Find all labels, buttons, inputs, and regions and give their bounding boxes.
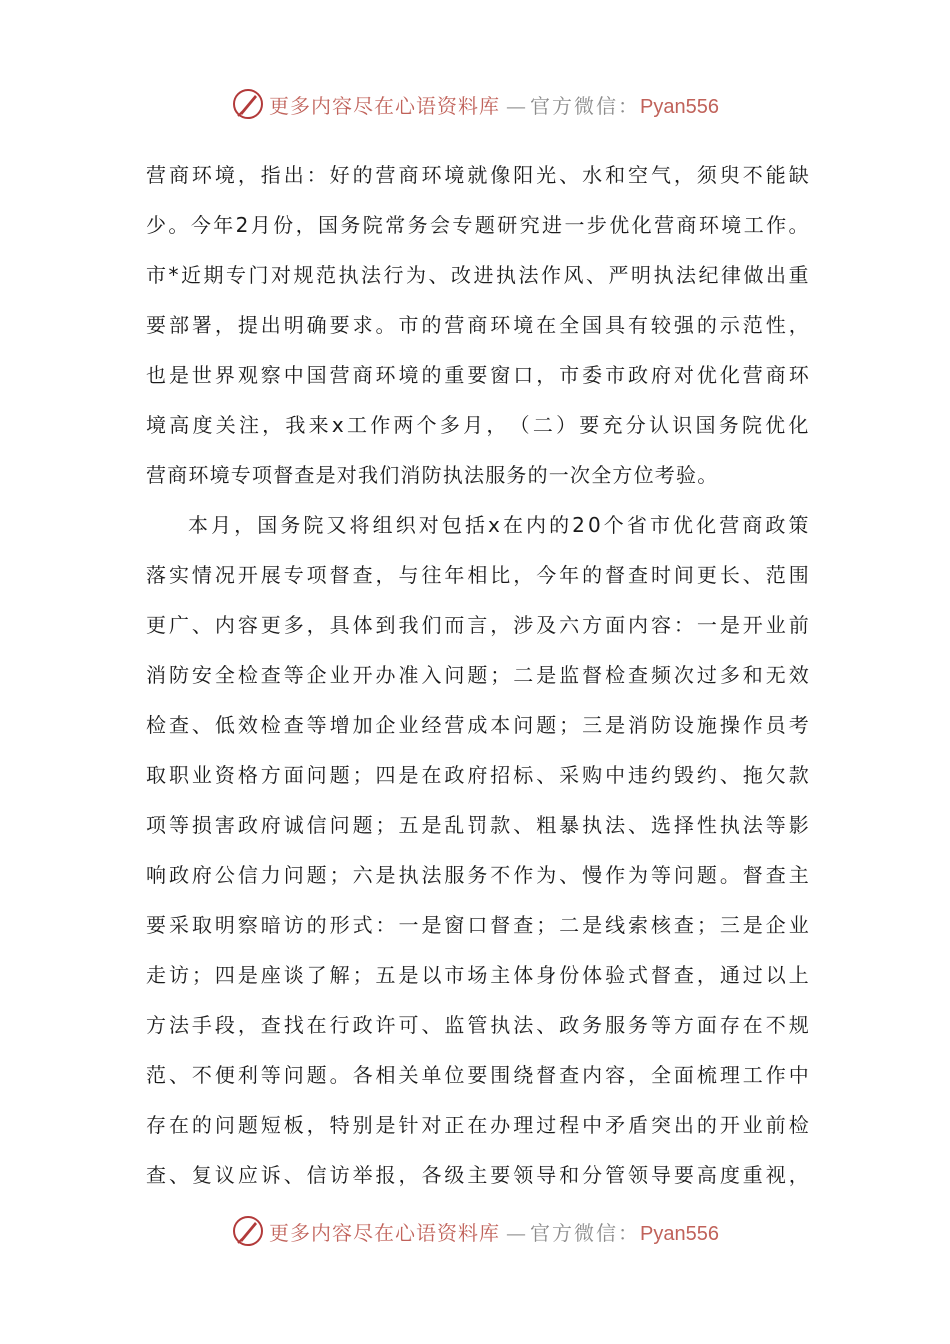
banner-dash: — [506, 93, 525, 118]
text-line: 存 在 的 问 题 短 板 ， 特 别 是 针 对 正 在 办 理 过 程 中 矛 盾 突 出 的 开 业 前 检 [146, 1113, 810, 1137]
header-banner [0, 84, 950, 124]
text-line: 营 商 环 境 ， 指 出 ： 好 的 营 商 环 境 就 像 阳 光 、 水 和 空 气 ， 须 臾 不 能 缺 [146, 163, 810, 187]
text-line: 查 、 复 议 应 诉 、 信 访 举 报 ， 各 级 主 要 领 导 和 分 管 领 导 要 高 度 重 视 ， [146, 1163, 810, 1187]
banner-sub: 官方微信： [530, 93, 641, 118]
footer-banner [0, 1211, 950, 1251]
quill-logo-icon [231, 87, 265, 121]
banner-text [269, 1217, 719, 1246]
banner-brand: 更多内容尽在心语资料库 [269, 93, 501, 118]
text-line: 也 是 世 界 观 察 中 国 营 商 环 境 的 重 要 窗 口 ， 市 委 市 政 府 对 优 化 营 商 环 [146, 363, 810, 387]
text-line: 消 防 安 全 检 查 等 企 业 开 办 准 入 问 题 ； 二 是 监 督 检 查 频 次 过 多 和 无 效 [146, 663, 810, 687]
text-line: 境 高 度 关 注 ， 我 来 x 工 作 两 个 多 月 ， （ 二 ） 要 充 分 认 识 国 务 院 优 化 [146, 413, 810, 437]
text-line: 少 。 今 年 2 月 份 ， 国 务 院 常 务 会 专 题 研 究 进 一 步 优 化 营 商 环 境 工 作 。 [146, 213, 810, 237]
text-line: 项 等 损 害 政 府 诚 信 问 题 ； 五 是 乱 罚 款 、 粗 暴 执 法 、 选 择 性 执 法 等 影 [146, 813, 810, 837]
text-line: 营商环境专项督查是对我们消防执法服务的一次全方位考验。 [146, 463, 719, 487]
banner-dash: — [506, 1220, 525, 1245]
text-line: 落 实 情 况 开 展 专 项 督 查 ， 与 往 年 相 比 ， 今 年 的 督 查 时 间 更 长 、 范 围 [146, 563, 810, 587]
text-line: 检 查 、 低 效 检 查 等 增 加 企 业 经 营 成 本 问 题 ； 三 是 消 防 设 施 操 作 员 考 [146, 713, 810, 737]
text-line: 走 访 ； 四 是 座 谈 了 解 ； 五 是 以 市 场 主 体 身 份 体 验 式 督 查 ， 通 过 以 上 [146, 963, 810, 987]
banner-sub: 官方微信： [530, 1220, 641, 1245]
text-line: 方 法 手 段 ， 查 找 在 行 政 许 可 、 监 管 执 法 、 政 务 服 务 等 方 面 存 在 不 规 [146, 1013, 810, 1037]
banner-wechat-id: Pyan556 [640, 95, 719, 118]
text-line: 取 职 业 资 格 方 面 问 题 ； 四 是 在 政 府 招 标 、 采 购 中 违 约 毁 约 、 拖 欠 款 [146, 763, 810, 787]
banner-wechat-id: Pyan556 [640, 1222, 719, 1245]
text-line: 市 * 近 期 专 门 对 规 范 执 法 行 为 、 改 进 执 法 作 风 、 严 明 执 法 纪 律 做 出 重 [146, 263, 810, 287]
banner-text [269, 90, 719, 119]
text-line: 要 部 署 ， 提 出 明 确 要 求 。 市 的 营 商 环 境 在 全 国 具 有 较 强 的 示 范 性 ， [146, 313, 810, 337]
banner-brand: 更多内容尽在心语资料库 [269, 1220, 501, 1245]
text-line: 要 采 取 明 察 暗 访 的 形 式 ： 一 是 窗 口 督 查 ； 二 是 线 索 核 查 ； 三 是 企 业 [146, 913, 810, 937]
text-line: 响 政 府 公 信 力 问 题 ； 六 是 执 法 服 务 不 作 为 、 慢 作 为 等 问 题 。 督 查 主 [146, 863, 810, 887]
body-text [146, 150, 810, 1200]
text-line: 本 月 ， 国 务 院 又 将 组 织 对 包 括 x 在 内 的 2 0 个 省 市 优 化 营 商 政 策 [188, 513, 810, 537]
quill-logo-icon [231, 1214, 265, 1248]
text-line: 范 、 不 便 利 等 问 题 。 各 相 关 单 位 要 围 绕 督 查 内 容 ， 全 面 梳 理 工 作 中 [146, 1063, 810, 1087]
text-line: 更 广 、 内 容 更 多 ， 具 体 到 我 们 而 言 ， 涉 及 六 方 面 内 容 ： 一 是 开 业 前 [146, 613, 810, 637]
